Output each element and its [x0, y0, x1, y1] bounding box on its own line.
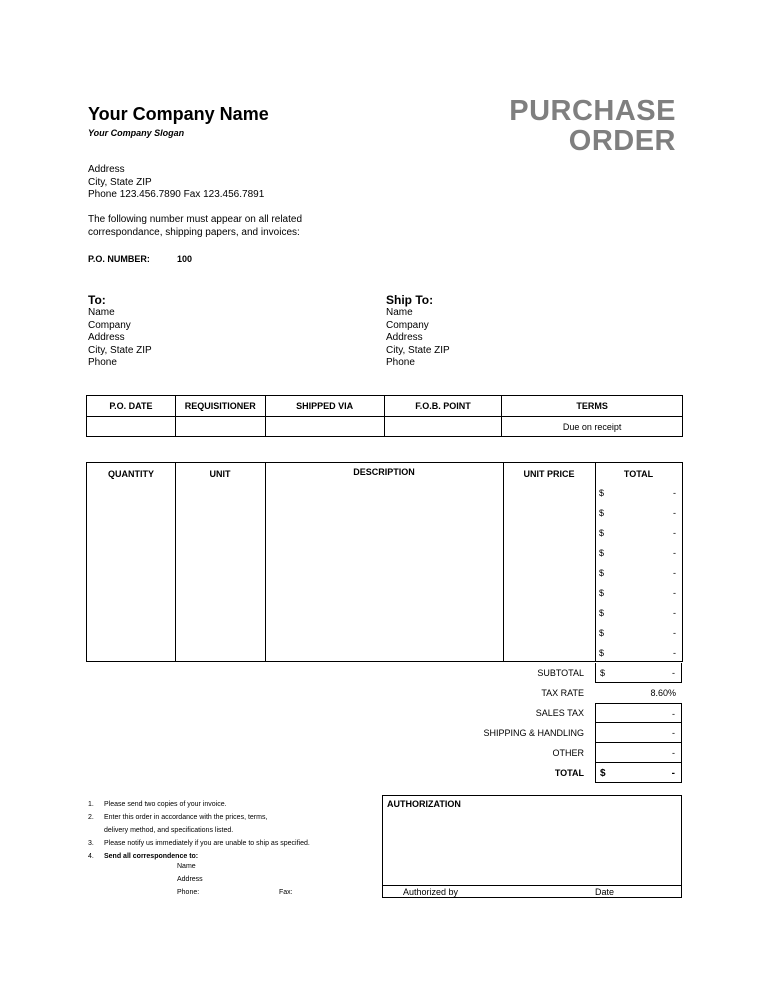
instruction-item [88, 837, 310, 850]
line-total [595, 483, 682, 503]
fob-point-cell[interactable] [384, 417, 502, 437]
phone-fax: Phone 123.456.7890 Fax 123.456.7891 [88, 189, 265, 200]
terms-cell[interactable]: Due on receipt [502, 417, 683, 437]
total-header: TOTAL [623, 469, 654, 479]
contact-phone: Phone: [177, 889, 200, 896]
requisitioner-cell[interactable] [175, 417, 265, 437]
grand-total-value: - [671, 768, 675, 779]
instruction-text: Please notify us immediately if you are unable to ship as specified. [104, 840, 310, 847]
document-title-line2: ORDER [568, 125, 676, 157]
sales-tax-box [595, 703, 682, 723]
contact-name: Name [177, 863, 196, 870]
unit-price-header: UNIT PRICE [523, 469, 575, 479]
contact-fax: Fax: [279, 889, 293, 896]
line-total [595, 523, 682, 543]
line-total [595, 643, 682, 663]
instruction-item [88, 811, 310, 824]
currency-symbol: $ [599, 648, 605, 658]
unit-column[interactable] [175, 463, 266, 661]
other-value: - [672, 748, 675, 758]
instruction-text: Send all correspondence to: [104, 853, 199, 860]
to-address-block [88, 307, 152, 370]
instruction-text: Please send two copies of your invoice. [104, 801, 227, 808]
po-number-value: 100 [177, 254, 193, 264]
company-slogan: Your Company Slogan [88, 128, 185, 138]
to-name: Name [88, 307, 115, 318]
line-total [595, 543, 682, 563]
currency-symbol: $ [600, 668, 606, 678]
po-details-table [86, 395, 683, 437]
to-heading: To: [88, 293, 106, 307]
subtotal-label: SUBTOTAL [537, 668, 584, 678]
sales-tax-value: - [672, 709, 675, 719]
currency-symbol: $ [599, 608, 605, 618]
currency-symbol: $ [600, 768, 606, 779]
po-number-label: P.O. NUMBER: [88, 254, 150, 264]
fob-point-header: F.O.B. POINT [384, 396, 502, 417]
line-total [595, 503, 682, 523]
contact-address: Address [177, 876, 203, 883]
ship-to-phone: Phone [386, 357, 415, 368]
instructions-list [88, 798, 310, 863]
instruction-number: 3. [88, 840, 94, 847]
shipped-via-cell[interactable] [265, 417, 384, 437]
line-total [595, 603, 682, 623]
address-line: Address [88, 164, 125, 175]
po-notice [88, 214, 302, 239]
document-title-line1: PURCHASE [509, 95, 676, 127]
ship-to-address: Address [386, 332, 423, 343]
line-total-value: - [673, 548, 676, 558]
line-total [595, 583, 682, 603]
total-label: TOTAL [554, 768, 584, 778]
other-box[interactable] [595, 743, 682, 763]
authorization-box[interactable] [382, 795, 682, 898]
instruction-number: 1. [88, 801, 94, 808]
authorized-by-label: Authorized by [403, 887, 459, 897]
ship-to-heading: Ship To: [386, 293, 434, 307]
line-total-value: - [673, 628, 676, 638]
unit-price-column[interactable] [503, 463, 596, 661]
po-details-value-row [87, 417, 683, 437]
instruction-text: Enter this order in accordance with the prices, terms, [104, 814, 268, 821]
unit-header: UNIT [209, 469, 231, 479]
to-phone: Phone [88, 357, 117, 368]
instruction-number: 4. [88, 853, 94, 860]
description-column[interactable] [265, 463, 504, 661]
subtotal-box [595, 663, 682, 683]
po-date-cell[interactable] [87, 417, 176, 437]
po-date-header: P.O. DATE [87, 396, 176, 417]
shipping-value: - [672, 728, 675, 738]
line-total-value: - [673, 488, 676, 498]
currency-symbol: $ [599, 588, 605, 598]
company-address [88, 164, 264, 202]
notice-line1: The following number must appear on all related [88, 214, 303, 225]
shipping-label: SHIPPING & HANDLING [483, 728, 584, 738]
po-details-header-row [87, 396, 683, 417]
ship-to-name: Name [386, 307, 413, 318]
instruction-item [88, 798, 310, 811]
instruction-continuation: delivery method, and specifications listed. [104, 827, 234, 834]
requisitioner-header: REQUISITIONER [175, 396, 265, 417]
other-label: OTHER [552, 748, 584, 758]
quantity-header: QUANTITY [108, 469, 154, 479]
currency-symbol: $ [599, 488, 605, 498]
line-total [595, 623, 682, 643]
quantity-column[interactable] [87, 463, 176, 661]
ship-to-city-state-zip: City, State ZIP [386, 344, 450, 356]
city-state-zip: City, State ZIP [88, 176, 152, 188]
description-header: DESCRIPTION [353, 467, 415, 477]
shipped-via-header: SHIPPED VIA [265, 396, 384, 417]
to-address: Address [88, 332, 125, 343]
signature-line [383, 885, 681, 886]
subtotal-value: - [672, 668, 675, 678]
currency-symbol: $ [599, 528, 605, 538]
currency-symbol: $ [599, 548, 605, 558]
instruction-number: 2. [88, 814, 94, 821]
document-title [509, 96, 676, 156]
line-total-value: - [673, 528, 676, 538]
line-total-value: - [673, 568, 676, 578]
date-label: Date [595, 887, 615, 897]
currency-symbol: $ [599, 568, 605, 578]
instruction-item [88, 850, 310, 863]
ship-to-address-block [386, 307, 450, 370]
line-items-table [86, 462, 683, 662]
tax-rate-box[interactable] [595, 683, 682, 703]
notice-line2: correspondance, shipping papers, and invoices: [88, 226, 300, 238]
terms-header: TERMS [502, 396, 683, 417]
tax-rate-value: 8.60% [650, 688, 676, 698]
shipping-box[interactable] [595, 723, 682, 743]
sales-tax-label: SALES TAX [535, 708, 584, 718]
company-name: Your Company Name [88, 104, 269, 124]
to-company: Company [88, 319, 131, 331]
currency-symbol: $ [599, 508, 605, 518]
to-city-state-zip: City, State ZIP [88, 344, 152, 356]
line-total-value: - [673, 588, 676, 598]
currency-symbol: $ [599, 628, 605, 638]
grand-total-box [595, 763, 682, 783]
ship-to-company: Company [386, 319, 429, 331]
line-total [595, 563, 682, 583]
authorization-title: AUTHORIZATION [387, 799, 461, 809]
line-total-value: - [673, 648, 676, 658]
line-total-value: - [673, 508, 676, 518]
line-total-value: - [673, 608, 676, 618]
tax-rate-label: TAX RATE [541, 688, 584, 698]
